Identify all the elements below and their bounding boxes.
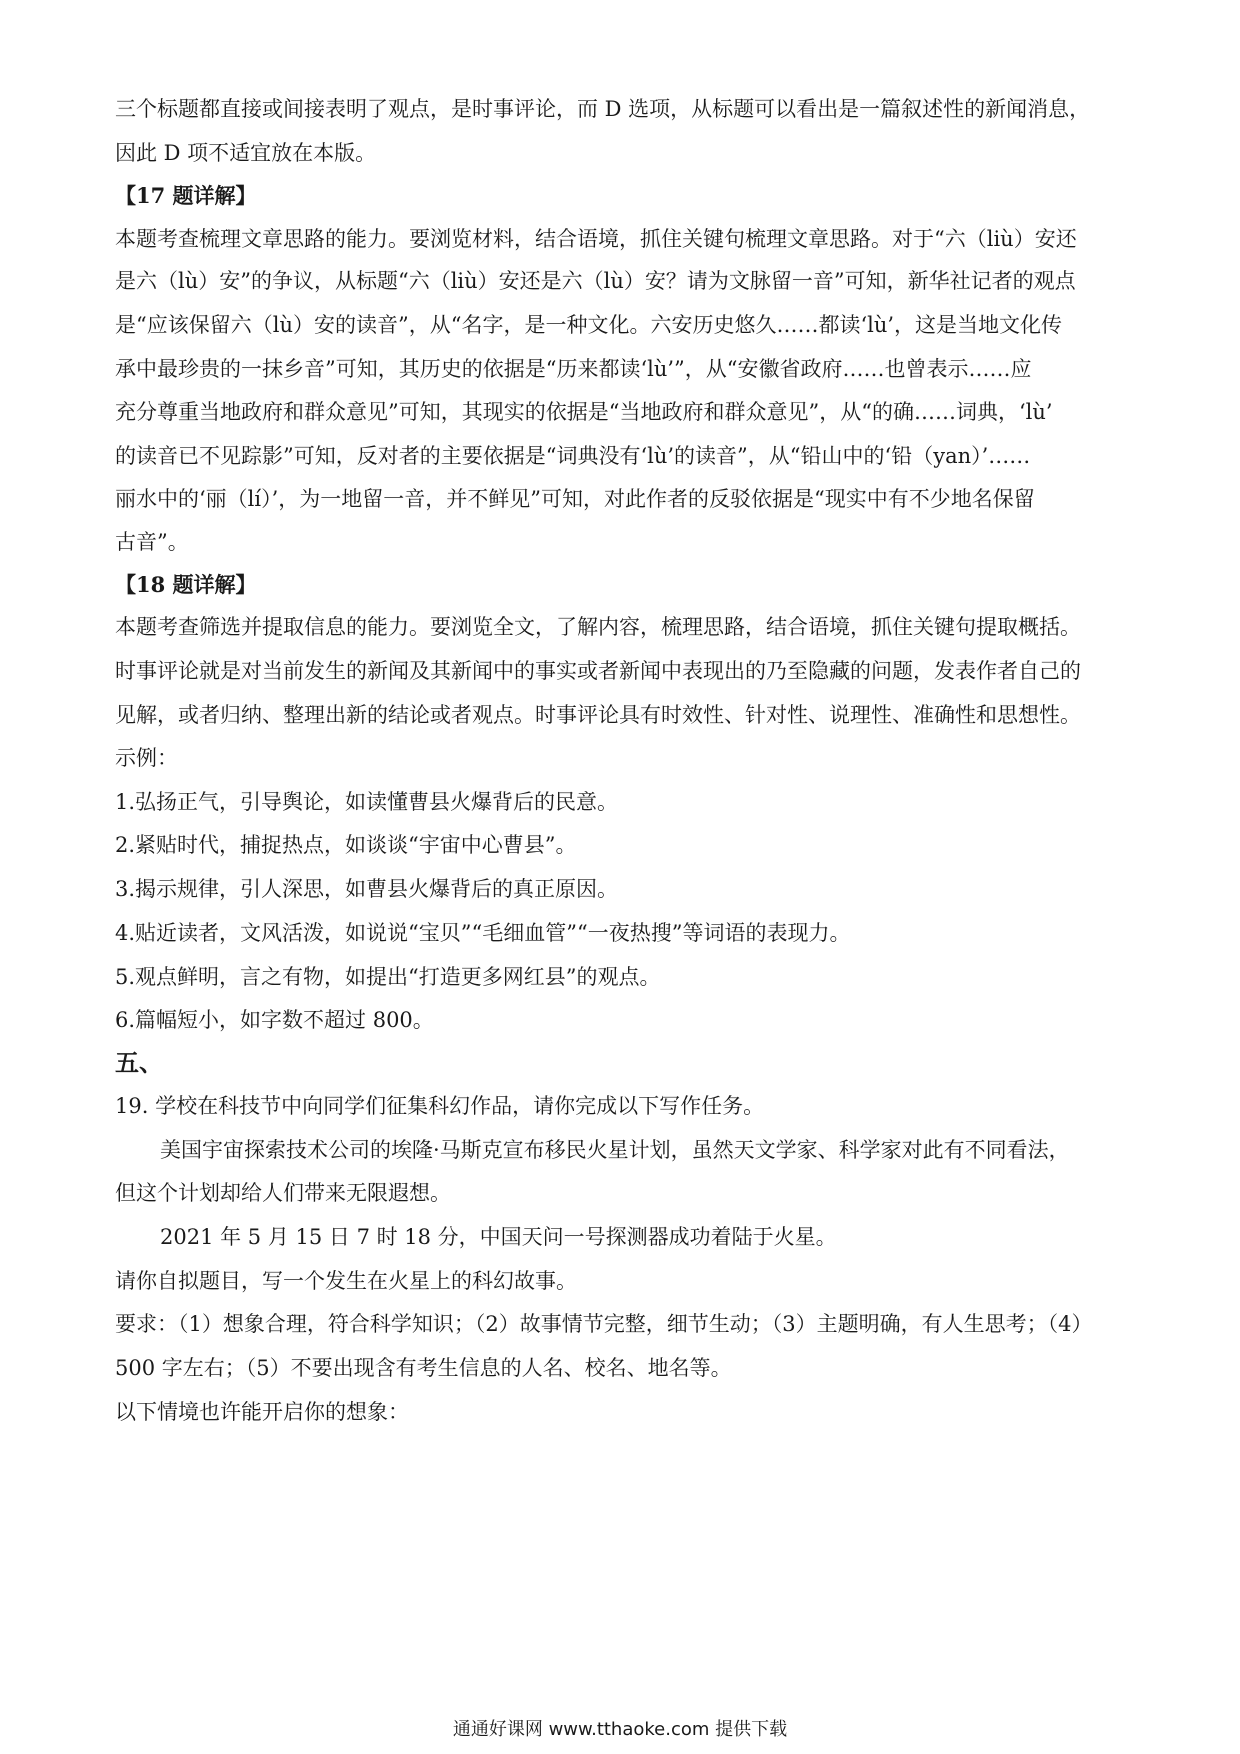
requirements-line: 要求：（1）想象合理，符合科学知识；（2）故事情节完整，细节生动；（3）主题明确，有人生思考；（4） [115, 1312, 1093, 1336]
material-line: 美国宇宙探索技术公司的埃隆·马斯克宣布移民火星计划，虽然天文学家、科学家对此有不同看法， [160, 1138, 1070, 1162]
paragraph-line: 时事评论就是对当前发生的新闻及其新闻中的事实或者新闻中表现出的乃至隐藏的问题，发表作者自己的 [115, 659, 1081, 683]
paragraph-line: 是六（lù）安”的争议，从标题“六（liù）安还是六（lù）安？请为文脉留一音”可知，新华社记者的观点 [115, 269, 1076, 293]
list-item: 2.紧贴时代，捕捉热点，如谈谈“宇宙中心曹县”。 [115, 833, 577, 857]
paragraph-line: 丽水中的‘丽（lí）’，为一地留一音，并不鲜见”可知，对此作者的反驳依据是“现实中有不少地名保留 [115, 487, 1035, 511]
paragraph-line: 见解，或者归纳、整理出新的结论或者观点。时事评论具有时效性、针对性、说理性、准确性和思想性。 [115, 703, 1081, 727]
question-17-heading: 【17 题详解】 [115, 183, 257, 208]
list-item: 5.观点鲜明，言之有物，如提出“打造更多网红县”的观点。 [115, 965, 661, 989]
paragraph-line: 本题考查梳理文章思路的能力。要浏览材料，结合语境，抓住关键句梳理文章思路。对于“六（liù）安还 [115, 227, 1077, 251]
paragraph-line: 承中最珍贵的一抹乡音”可知，其历史的依据是“历来都读‘lù’”，从“安徽省政府……也曾表示……应 [115, 357, 1032, 381]
paragraph-line: 三个标题都直接或间接表明了观点，是时事评论，而 D 选项，从标题可以看出是一篇叙述性的新闻消息， [115, 97, 1091, 121]
list-item: 3.揭示规律，引人深思，如曹县火爆背后的真正原因。 [115, 877, 619, 901]
paragraph-line: 古音”。 [115, 530, 189, 554]
section-heading: 五、 [115, 1048, 163, 1077]
paragraph-line: 本题考查筛选并提取信息的能力。要浏览全文，了解内容，梳理思路，结合语境，抓住关键句提取概括。 [115, 615, 1081, 639]
material-line: 2021 年 5 月 15 日 7 时 18 分，中国天问一号探测器成功着陆于火星。 [160, 1225, 837, 1249]
paragraph-line: 的读音已不见踪影”可知，反对者的主要依据是“词典没有‘lù’的读音”，从“铅山中的‘铅（yan）’…… [115, 444, 1031, 468]
question-18-heading: 【18 题详解】 [115, 572, 257, 597]
list-item: 1.弘扬正气，引导舆论，如读懂曹县火爆背后的民意。 [115, 790, 619, 814]
paragraph-line: 以下情境也许能开启你的想象： [115, 1400, 409, 1424]
paragraph-line: 充分尊重当地政府和群众意见”可知，其现实的依据是“当地政府和群众意见”，从“的确……词典，‘lù’ [115, 400, 1053, 424]
paragraph-line: 是“应该保留六（lù）安的读音”，从“名字，是一种文化。六安历史悠久……都读‘lù’，这是当地文化传 [115, 313, 1063, 337]
footer-watermark: 通通好课网 www.tthaoke.com 提供下载 [452, 1719, 788, 1740]
material-line: 但这个计划却给人们带来无限遐想。 [115, 1181, 451, 1205]
list-item: 4.贴近读者，文风活泼，如说说“宝贝”“毛细血管”“一夜热搜”等词语的表现力。 [115, 921, 851, 945]
requirements-line: 500 字左右；（5）不要出现含有考生信息的人名、校名、地名等。 [115, 1356, 732, 1380]
list-item: 6.篇幅短小，如字数不超过 800。 [115, 1008, 434, 1032]
paragraph-line: 请你自拟题目，写一个发生在火星上的科幻故事。 [115, 1269, 577, 1293]
paragraph-line: 因此 D 项不适宜放在本版。 [115, 141, 377, 165]
paragraph-line: 示例： [115, 746, 178, 770]
question-19-prompt: 19. 学校在科技节中向同学们征集科幻作品，请你完成以下写作任务。 [115, 1094, 765, 1118]
